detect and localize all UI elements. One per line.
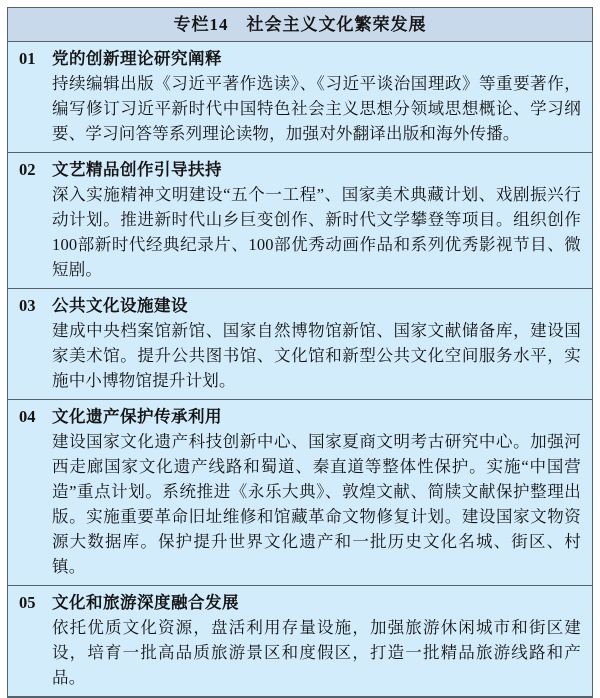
section-heading: 公共文化设施建设 bbox=[52, 296, 188, 315]
section-number: 04 bbox=[19, 407, 36, 426]
section-number: 05 bbox=[19, 593, 36, 612]
section-heading-row bbox=[19, 293, 581, 318]
section-body-text: 持续编辑出版《习近平著作选读》、《习近平谈治国理政》等重要著作，编写修订习近平新时代中国特色社会主义思想分领域思想概论、学习纲要、学习问答等系列理论读物，加强对外翻译出版和海外传播。 bbox=[52, 74, 581, 143]
section-body-text: 深入实施精神文明建设“五个一工程”、国家美术典藏计划、戏剧振兴行动计划。推进新时代山乡巨变创作、新时代文学攀登等项目。组织创作100部新时代经典纪录片、100部优秀动画作品和系列优秀影视节目、微短剧。 bbox=[52, 185, 581, 279]
section-heading: 文化和旅游深度融合发展 bbox=[52, 593, 239, 612]
section-heading-row bbox=[19, 590, 581, 615]
box-body bbox=[8, 42, 592, 696]
section-number: 02 bbox=[19, 160, 36, 179]
box-title: 专栏14 社会主义文化繁荣发展 bbox=[8, 8, 592, 42]
section-number: 03 bbox=[19, 296, 36, 315]
section-row bbox=[8, 585, 592, 696]
section-row bbox=[8, 288, 592, 399]
column-box bbox=[7, 7, 593, 698]
section-row bbox=[8, 42, 592, 152]
section-body-text: 依托优质文化资源，盘活利用存量设施，加强旅游休闲城市和街区建设，培育一批高品质旅游景区和度假区，打造一批精品旅游线路和产品。 bbox=[52, 618, 581, 687]
section-heading: 文化遗产保护传承利用 bbox=[52, 407, 222, 426]
section-heading: 党的创新理论研究阐释 bbox=[52, 49, 222, 68]
section-number: 01 bbox=[19, 49, 36, 68]
section-row bbox=[8, 152, 592, 288]
section-body-text: 建设国家文化遗产科技创新中心、国家夏商文明考古研究中心。加强河西走廊国家文化遗产线路和蜀道、秦直道等整体性保护。实施“中国营造”重点计划。系统推进《永乐大典》、敦煌文献、简牍文献保护整理出版。实施重要革命旧址维修和馆藏革命文物修复计划。建设国家文物资源大数据库。保护提升世界文化遗产和一批历史文化名城、街区、村镇。 bbox=[52, 432, 581, 576]
section-row bbox=[8, 399, 592, 585]
section-heading-row bbox=[19, 404, 581, 429]
section-heading-row bbox=[19, 46, 581, 71]
section-heading-row bbox=[19, 157, 581, 182]
section-body-text: 建成中央档案馆新馆、国家自然博物馆新馆、国家文献储备库，建设国家美术馆。提升公共图书馆、文化馆和新型公共文化空间服务水平，实施中小博物馆提升计划。 bbox=[52, 321, 581, 390]
section-heading: 文艺精品创作引导扶持 bbox=[52, 160, 222, 179]
